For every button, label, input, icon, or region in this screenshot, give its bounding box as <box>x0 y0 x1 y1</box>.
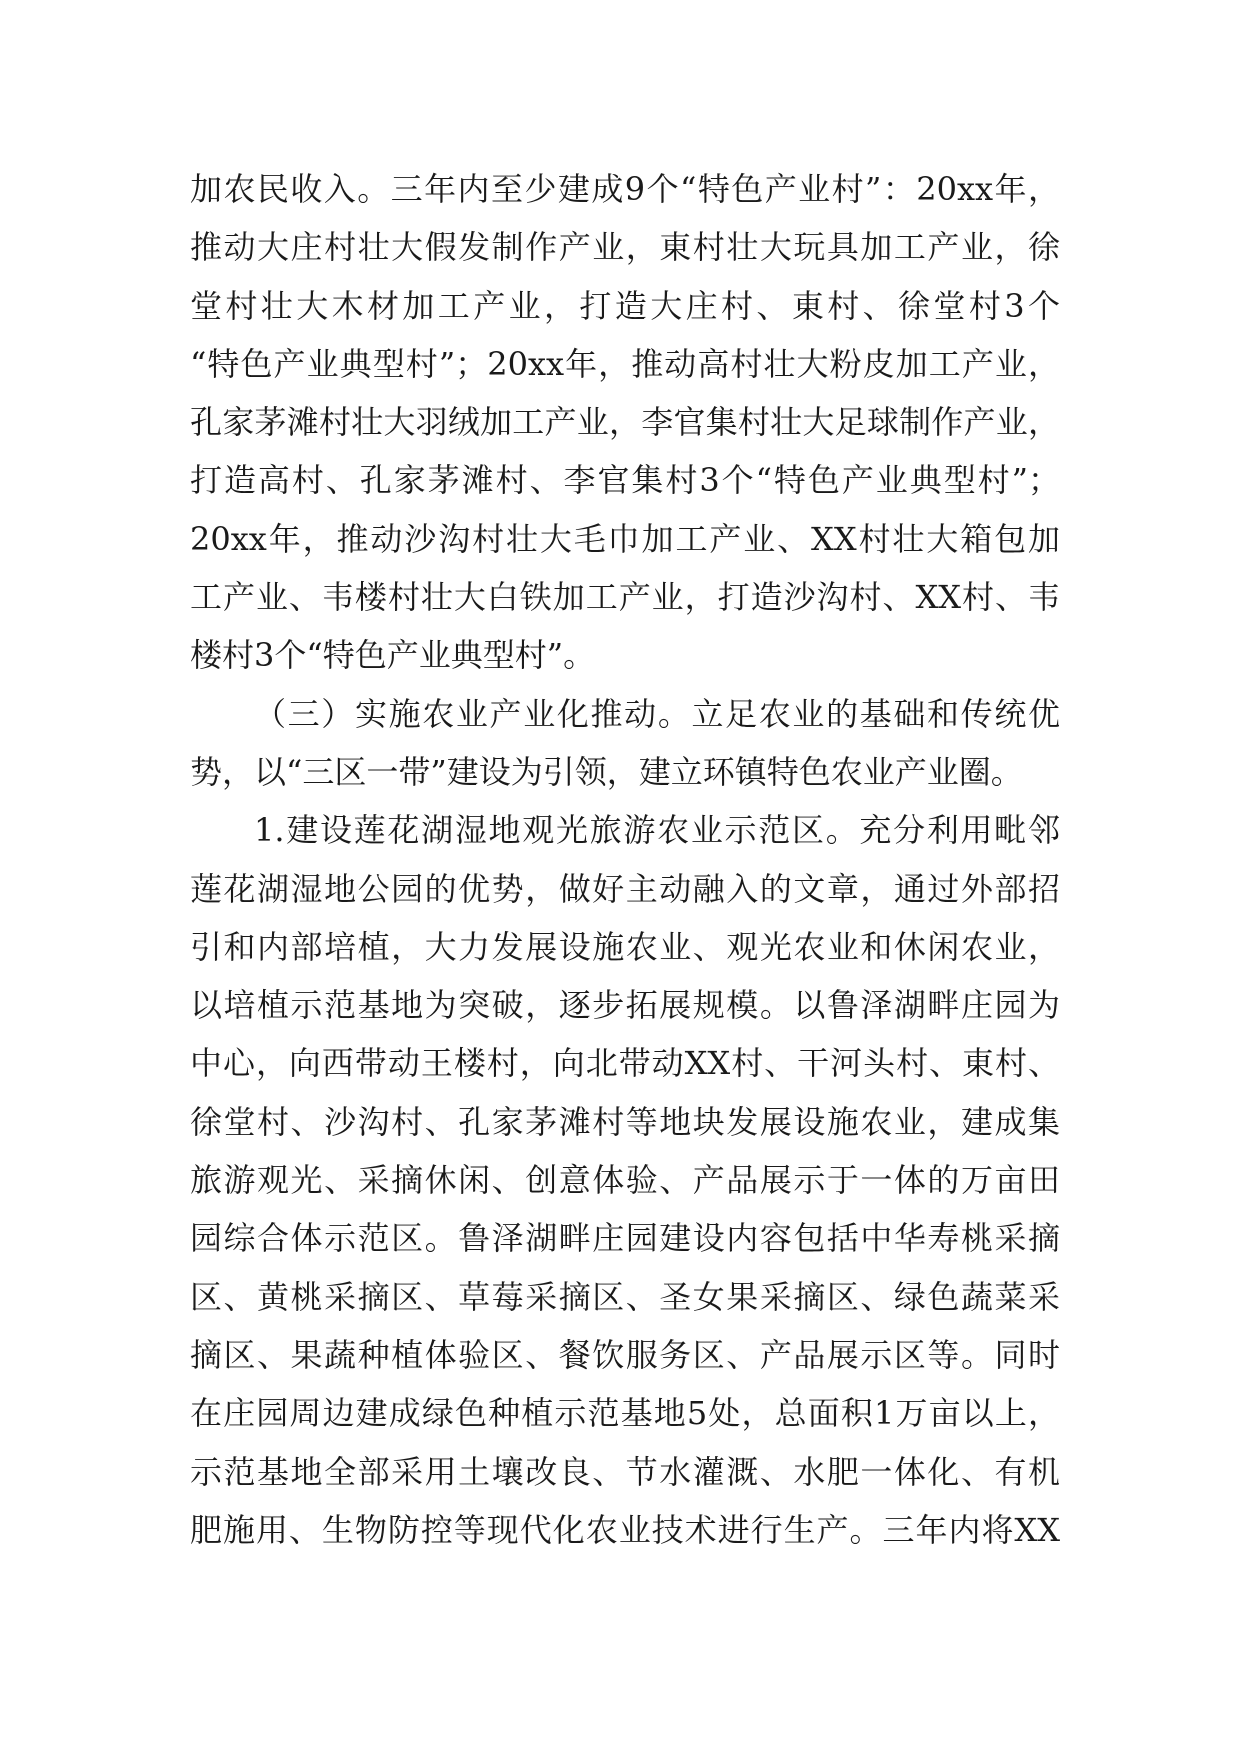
text-line-8: 工产业、韦楼村壮大白铁加工产业，打造沙沟村、XX村、韦 <box>190 578 1060 617</box>
text-line-17: 徐堂村、沙沟村、孔家茅滩村等地块发展设施农业，建成集 <box>190 1102 1060 1141</box>
text-line-5: 孔家茅滩村壮大羽绒加工产业，李官集村壮大足球制作产业， <box>190 403 1060 442</box>
text-line-9: 楼村3个“特色产业典型村”。 <box>190 636 596 675</box>
text-line-16: 中心，向西带动王楼村，向北带动XX村、干河头村、東村、 <box>190 1044 1060 1083</box>
text-line-2: 推动大庄村壮大假发制作产业，東村壮大玩具加工产业，徐 <box>190 228 1060 267</box>
text-line-1: 加农民收入。三年内至少建成9个“特色产业村”：20xx年， <box>190 170 1060 208</box>
text-line-10: （三）实施农业产业化推动。立足农业的基础和传统优 <box>254 694 1060 733</box>
text-line-21: 摘区、果蔬种植体验区、餐饮服务区、产品展示区等。同时 <box>190 1335 1060 1374</box>
text-line-12: 1.建设莲花湖湿地观光旅游农业示范区。充分利用毗邻 <box>254 811 1060 850</box>
text-line-14: 引和内部培植，大力发展设施农业、观光农业和休闲农业， <box>190 927 1060 966</box>
text-line-24: 肥施用、生物防控等现代化农业技术进行生产。三年内将XX <box>190 1510 1060 1549</box>
text-line-7: 20xx年，推动沙沟村壮大毛巾加工产业、XX村壮大箱包加 <box>190 519 1060 558</box>
text-line-20: 区、黄桃采摘区、草莓采摘区、圣女果采摘区、绿色蔬菜采 <box>190 1277 1060 1316</box>
body-text <box>190 160 1060 1559</box>
text-line-11: 势，以“三区一带”建设为引领，建立环镇特色农业产业圈。 <box>190 752 1023 791</box>
text-line-22: 在庄园周边建成绿色种植示范基地5处，总面积1万亩以上， <box>190 1394 1060 1433</box>
text-line-3: 堂村壮大木材加工产业，打造大庄村、東村、徐堂村3个 <box>190 286 1060 325</box>
text-line-13: 莲花湖湿地公园的优势，做好主动融入的文章，通过外部招 <box>190 869 1060 908</box>
text-line-15: 以培植示范基地为突破，逐步拓展规模。以鲁泽湖畔庄园为 <box>190 986 1060 1025</box>
text-line-23: 示范基地全部采用土壤改良、节水灌溉、水肥一体化、有机 <box>190 1452 1060 1491</box>
text-line-18: 旅游观光、采摘休闲、创意体验、产品展示于一体的万亩田 <box>190 1161 1060 1200</box>
text-line-19: 园综合体示范区。鲁泽湖畔庄园建设内容包括中华寿桃采摘 <box>190 1219 1060 1258</box>
text-line-6: 打造高村、孔家茅滩村、李官集村3个“特色产业典型村”； <box>190 461 1060 500</box>
text-line-4: “特色产业典型村”；20xx年，推动高村壮大粉皮加工产业， <box>190 344 1060 383</box>
